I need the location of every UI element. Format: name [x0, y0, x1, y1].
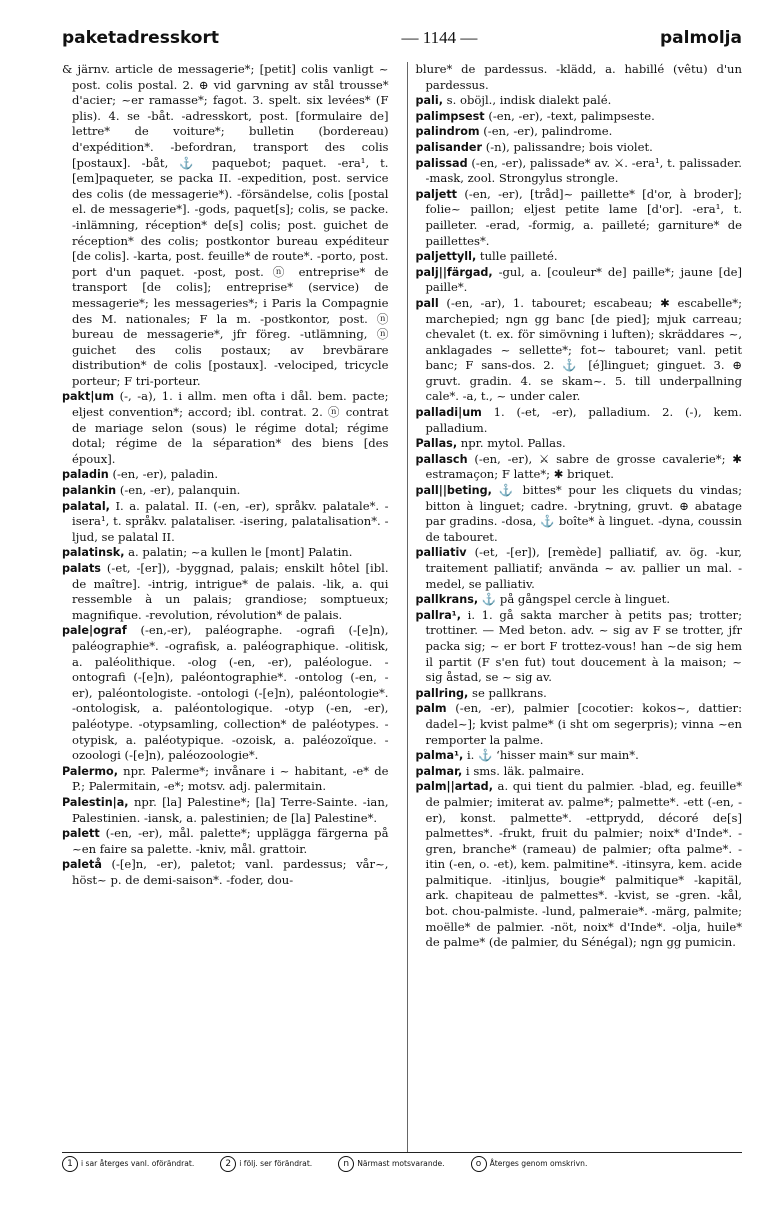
dictionary-entry	[416, 124, 743, 140]
entry-text: (-en, -er), palanquin.	[119, 483, 241, 498]
entry-text: i. ⚓ ʻhisser main* sur main*.	[466, 748, 639, 763]
entry-text: (-en, -er), paladin.	[112, 467, 219, 482]
entry-headword: palm||artad,	[415, 780, 493, 794]
dictionary-entry	[62, 826, 389, 857]
dictionary-entry	[62, 483, 389, 499]
header-left-word: paketadresskort	[62, 28, 219, 48]
entry-text: se pallkrans.	[472, 685, 547, 700]
entry-headword: palladi|um	[415, 406, 482, 420]
dictionary-entry	[416, 608, 743, 686]
footer-legend-text: i sar återges vanl. oförändrat.	[81, 1159, 195, 1168]
dictionary-entry	[62, 857, 389, 888]
page-number: — 1144 —	[401, 28, 478, 47]
circled-symbol-icon: 1	[62, 1156, 78, 1172]
entry-headword: palma¹,	[415, 749, 464, 763]
entry-headword: paladin	[62, 468, 109, 482]
entry-headword: Palermo,	[62, 764, 118, 778]
footer-legend-item	[338, 1156, 444, 1172]
footer-legend-text: i följ. ser förändrat.	[239, 1159, 313, 1168]
dictionary-entry	[416, 140, 743, 156]
dictionary-entry	[416, 748, 743, 764]
header-right-word: palmolja	[659, 28, 742, 48]
entry-text: (-en,-er), paléographe. -ografi (-[e]n), paléographie*. -ografisk, a. paléographique. -olitisk, a. paléolithique. -olog (-en, -er), paléologue. -ontografi (-[e]n), paléontographie*. -ontolog (-en, -er), paléontologiste. -ontologi (-[e]n), paléontologie*. -ontologisk, a. paléontologique. -otyp (-en, -er), paléotype. -otypsamling, collection* de paléotypes. -otypisk, a. paléotypique. -ozoisk, a. paléozoïque. -ozoologi (-[e]n), paléozoologie*.	[72, 623, 389, 763]
dictionary-entry	[416, 592, 743, 608]
dictionary-entry	[416, 265, 743, 296]
dictionary-entry	[62, 467, 389, 483]
entry-text: (-, -a), 1. i allm. men ofta i dål. bem. pacte; eljest convention*; accord; ibl. contrat. 2. ⓝ contrat de mariage selon (sous) le régime dotal; régime dotal; régime de la séparation* des biens [des époux].	[72, 389, 389, 466]
entry-headword: palliativ	[415, 546, 467, 560]
dictionary-entry	[62, 623, 389, 763]
entry-text: i sms. läk. palmaire.	[465, 763, 585, 778]
page-header	[62, 28, 742, 62]
footer-legend-item	[62, 1156, 194, 1172]
dictionary-entry	[416, 62, 743, 93]
entry-text: ⚓ på gångspel cercle à linguet.	[481, 592, 671, 607]
entry-headword: palimpsest	[415, 109, 485, 123]
entry-headword: paletå	[62, 858, 102, 872]
entry-headword: palissad	[415, 156, 468, 170]
entry-text: & järnv. article de messagerie*; [petit] colis vanligt ~ post. colis postal. 2. ⊕ vid garvning av stål trousse* d'acier; ~er ramasse*; fagot. 3. spelt. six levées* (F plis). 4. se -båt. -adresskort, post. [formulaire de] lettre* de voiture*; bulletin (bordereau) d'expédition*. -befordran, transport des colis [postaux]. -båt, ⚓ paquebot; paquet. -era¹, t. [em]paqueter, se packa II. -expedition, post. service des colis (de messagerie*). -försändelse, colis [postal el. de messagerie*]. -gods, paquet[s]; colis, se packe. -inlämning, réception* de[s] colis; post. guichet de réception* des colis; postkontor bureau expéditeur [de colis]. -karta, post. feuille* de route*. -porto, post. port d'un paquet. -post, post. ⓝ entreprise* de transport [de colis]; entreprise* (service) de messagerie*; les messageries*; i Paris la Compagnie des M. nationales; F la m. -postkontor, post. ⓝ bureau de messagerie*, jfr föreg. -utlämning, ⓝ guichet des colis postaux; av brevbärare distribution* de colis [postaux]. -velociped, tricycle porteur; F tri-porteur.	[62, 62, 389, 388]
entry-text: (-en, -er), -text, palimpseste.	[488, 108, 655, 123]
entry-headword: palats	[62, 562, 101, 575]
entry-headword: paljettyll,	[415, 250, 477, 264]
dictionary-entry	[62, 389, 389, 467]
dictionary-entry	[416, 249, 743, 265]
dictionary-entry	[416, 701, 743, 748]
dictionary-entry	[416, 109, 743, 125]
entry-text: (-en, -er), ⚔ sabre de grosse cavalerie*; ✱ estramaçon; F latte*; ✱ briquet.	[425, 451, 742, 482]
entry-headword: pallasch	[415, 452, 468, 466]
dictionary-entry	[416, 483, 743, 545]
entry-text: (-en, -er), palmier [cocotier: kokos~, dattier: dadel~]; kvist palme* (i sht om segerpris); vinna ~en remporter la palme.	[425, 701, 742, 747]
circled-symbol-icon: n	[338, 1156, 354, 1172]
footer-legend-text: Närmast motsvarande.	[357, 1159, 445, 1168]
entry-text: ⚓ bittes* pour les cliquets du vindas; bitton à linguet; cadre. -brytning, gruvt. ⊕ abatage par gradins. -dosa, ⚓ boîte* à linguet. -dyna, coussin de tabouret.	[425, 483, 742, 544]
entry-headword: pallra¹,	[415, 608, 461, 622]
entry-text: blure* de pardessus. -klädd, a. habillé (vêtu) d'un pardessus.	[415, 62, 742, 92]
dictionary-entry	[416, 93, 743, 109]
dictionary-entry	[416, 452, 743, 483]
entry-headword: pali,	[415, 94, 443, 108]
entry-headword: pale|ograf	[62, 624, 127, 638]
left-column	[62, 62, 389, 1152]
entry-headword: pall	[415, 296, 439, 310]
entry-headword: palm	[415, 702, 447, 716]
entry-headword: Pallas,	[415, 437, 458, 451]
entry-text: (-en, -er), [tråd]~ paillette* [d'or, à broder]; folie~ paillon; eljest petite lame [d'or]. -era¹, t. pailleter. -erad, -formig, a. pailleté; garniture* de paillettes*.	[425, 186, 742, 248]
entry-text: (-en, -er), palindrome.	[483, 124, 613, 139]
entry-text: (-et, -[er]), -byggnad, palais; enskilt hôtel [ibl. de maître]. -intrig, intrigue* de palais. -lik, a. qui ressemble à un palais; grandiose; somptueux; magnifique. -revolution, révolution* de palais.	[72, 561, 389, 622]
dictionary-entry	[416, 545, 743, 592]
dictionary-entry	[62, 795, 389, 826]
entry-text: a. palatin; ~a kullen le [mont] Palatin.	[128, 545, 353, 560]
entry-headword: palmar,	[415, 764, 463, 778]
entry-text: npr. mytol. Pallas.	[460, 436, 566, 451]
dictionary-entry	[62, 561, 389, 623]
entry-text: i. 1. gå sakta marcher à petits pas; trotter; trottiner. — Med beton. adv. ~ sig av F se trotter, jfr packa sig; ~ er bort F trottez-vous! han ~de sig hem il partit (F s'en fut) tout doucement à la maison; ~ sig åstad, se ~ sig av.	[425, 607, 742, 685]
footer-legend	[62, 1152, 742, 1172]
entry-text: (-en, -ar), 1. tabouret; escabeau; ✱ escabelle*; marchepied; ngn gg banc [de pied]; mjuk carreau; chevalet (t. ex. för simövning i luften); skräddares ~, anklagades ~ sellette*; fot~ tabouret; vanl. petit banc; F sans-dos. 2. ⚓ [é]linguet; ginguet. 3. ⊕ gruvt. gradin. 4. se skam~. 5. till underpallning cale*. -a, t., ~ under caler.	[425, 295, 742, 404]
dictionary-entry	[416, 436, 743, 452]
entry-headword: palett	[62, 827, 100, 841]
entry-headword: pakt|um	[62, 390, 115, 404]
footer-legend-text: Återges genom omskrivn.	[489, 1159, 588, 1168]
entry-headword: pall||beting,	[415, 484, 492, 498]
dictionary-entry	[416, 779, 743, 951]
dictionary-entry	[416, 764, 743, 780]
entry-headword: pallring,	[415, 686, 469, 700]
entry-headword: palatal,	[62, 499, 110, 513]
entry-text: (-en, -er), palissade* av. ⚔. -era¹, t. palissader. -mask, zool. Strongylus strongle.	[425, 155, 742, 186]
entry-headword: palindrom	[415, 125, 480, 139]
columns	[62, 62, 742, 1152]
entry-text: (-et, -[er]), [remède] palliatif, av. ög. -kur, traitement palliatif; använda ~ av. pallier un mal. -medel, se palliativ.	[425, 545, 742, 591]
entry-text: (-[e]n, -er), paletot; vanl. pardessus; vår~, höst~ p. de demi-saison*. -foder, dou-	[72, 857, 389, 887]
circled-symbol-icon: 2	[220, 1156, 236, 1172]
footer-legend-item	[220, 1156, 312, 1172]
dictionary-entry	[62, 62, 389, 389]
entry-headword: palj||färgad,	[415, 265, 493, 279]
circled-symbol-icon: o	[471, 1156, 487, 1172]
entry-headword: palankin	[62, 484, 117, 498]
entry-headword: paljett	[415, 187, 458, 201]
dictionary-entry	[416, 686, 743, 702]
dictionary-entry	[62, 764, 389, 795]
entry-headword: pallkrans,	[415, 593, 479, 607]
dictionary-entry	[416, 296, 743, 405]
entry-headword: Palestin|a,	[62, 795, 129, 809]
entry-text: s. oböjl., indisk dialekt palé.	[446, 93, 612, 108]
dictionary-entry	[416, 187, 743, 249]
entry-text: (-n), palissandre; bois violet.	[485, 139, 653, 154]
entry-text: 1. (-et, -er), palladium. 2. (-), kem. palladium.	[425, 405, 742, 435]
right-column	[407, 62, 743, 1152]
entry-text: a. qui tient du palmier. -blad, eg. feuille* de palmier; imiterat av. palme*; palmette*. -ett (-en, -er), konst. palmette*. -ettprydd, décoré de[s] palmettes*. -frukt, fruit du palmier; noix* d'Inde*. -gren, branche* (rameau) de palmier; ofta palme*. -itin (-en, o. -et), kem. palmitine*. -itinsyra, kem. acide palmitique. -itinljus, bougie* palmitique* -kapitäl, ark. chapiteau de palmettes*. -kvist, se -gren. -kål, bot. chou-palmiste. -lund, palmeraie*. -märg, palmite; moëlle* de palmier. -nöt, noix* d'Inde*. -olja, huile* de palme* (de palmier, du Sénégal); ngn gg pumicin.	[425, 779, 742, 950]
entry-text: -gul, a. [couleur* de] paille*; jaune [de] paille*.	[425, 264, 742, 295]
dictionary-entry	[416, 405, 743, 436]
entry-text: I. a. palatal. II. (-en, -er), språkv. palatale*. -isera¹, t. språkv. palataliser. -isering, palatalisation*. -ljud, se palatal II.	[72, 498, 389, 544]
dictionary-entry	[62, 545, 389, 561]
entry-headword: palatinsk,	[62, 546, 125, 560]
entry-text: npr. [la] Palestine*; [la] Terre-Sainte. -ian, Palestinien. -iansk, a. palestinien; de [la] Palestine*.	[72, 794, 389, 825]
dictionary-entry	[416, 156, 743, 187]
entry-headword: palisander	[415, 140, 483, 154]
entry-text: (-en, -er), mål. palette*; upplägga färgerna på ~en faire sa palette. -kniv, mål. grattoir.	[72, 826, 389, 856]
footer-legend-item	[471, 1156, 588, 1172]
entry-text: tulle pailleté.	[479, 249, 558, 264]
entry-text: npr. Palerme*; invånare i ~ habitant, -e* de P.; Palermitain, -e*; motsv. adj. palermitain.	[72, 763, 389, 794]
dictionary-entry	[62, 499, 389, 546]
